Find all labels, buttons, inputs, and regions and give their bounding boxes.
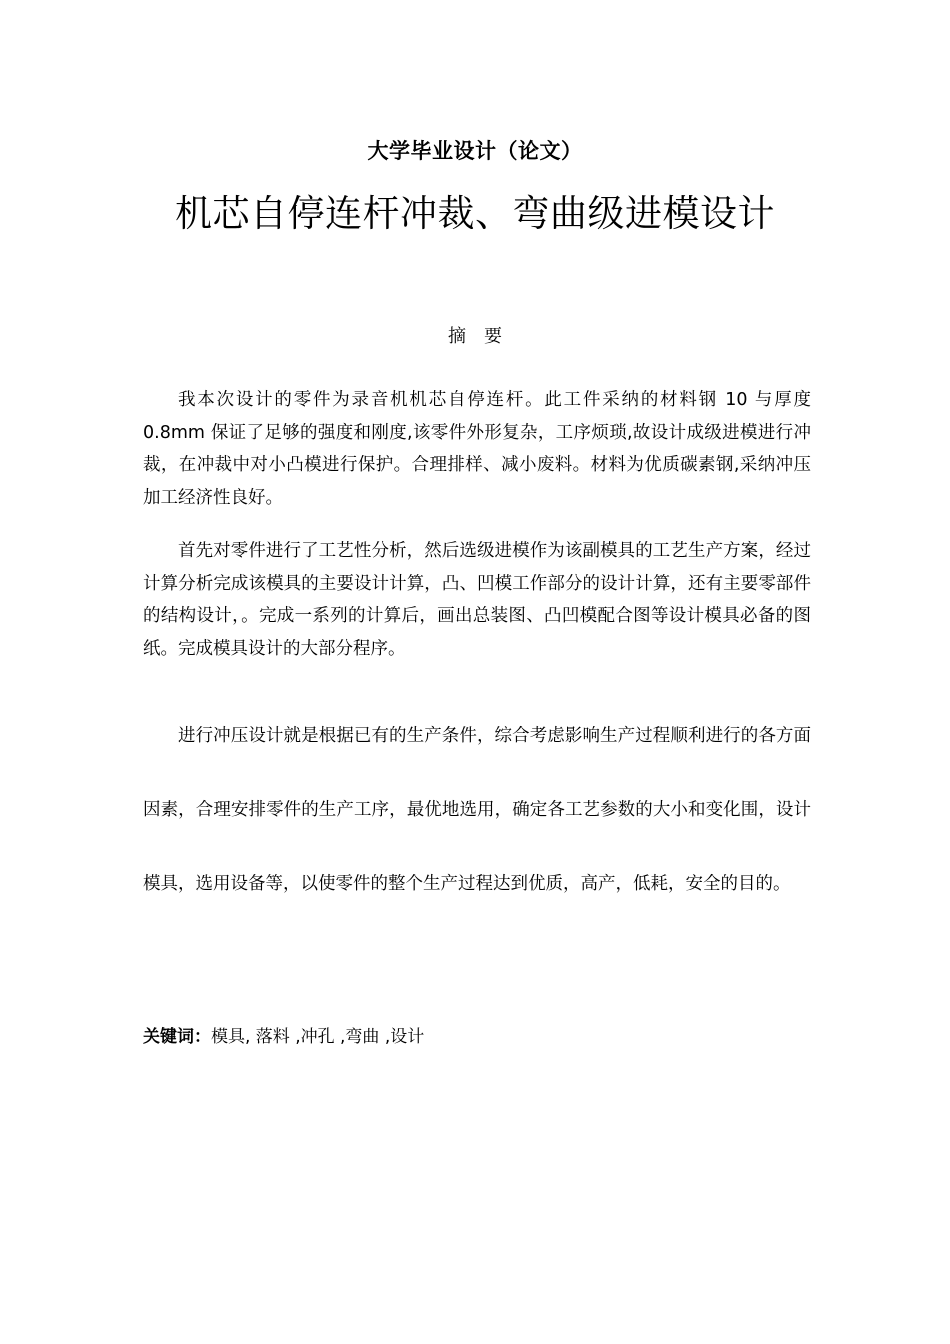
abstract-paragraph-1: 我本次设计的零件为录音机机芯自停连杆。此工件采纳的材料钢 10 与厚度 0.8mm 保证了足够的强度和刚度,该零件外形复杂，工序烦琐,故设计成级进模进行冲裁，在冲裁中对小凸模进行保护。合理排样、减小废料。材料为优质碳素钢,采纳冲压加工经济性良好。	[143, 390, 811, 508]
abstract-heading: 摘要	[448, 326, 520, 347]
keywords-line	[143, 1022, 424, 1052]
abstract-paragraph-2: 首先对零件进行了工艺性分析，然后选级进模作为该副模具的工艺生产方案，经过计算分析完成该模具的主要设计计算，凸、凹模工作部分的设计计算，还有主要零部件的结构设计，。完成一系列的计算后，画出总装图、凸凹模配合图等设计模具必备的图纸。完成模具设计的大部分程序。	[143, 541, 811, 659]
abstract-paragraph-3: 进行冲压设计就是根据已有的生产条件，综合考虑影响生产过程顺利进行的各方面因素，合理安排零件的生产工序，最优地选用，确定各工艺参数的大小和变化围，设计模具，选用设备等，以使零件的整个生产过程达到优质，高产，低耗，安全的目的。	[143, 726, 811, 894]
keywords-list: 模具, 落料 ,冲孔 ,弯曲 ,设计	[211, 1027, 425, 1047]
thesis-title: 机芯自停连杆冲裁、弯曲级进模设计	[175, 192, 775, 235]
thesis-type-heading: 大学毕业设计（论文）	[367, 139, 583, 163]
keywords-label: 关键词：	[143, 1027, 211, 1047]
